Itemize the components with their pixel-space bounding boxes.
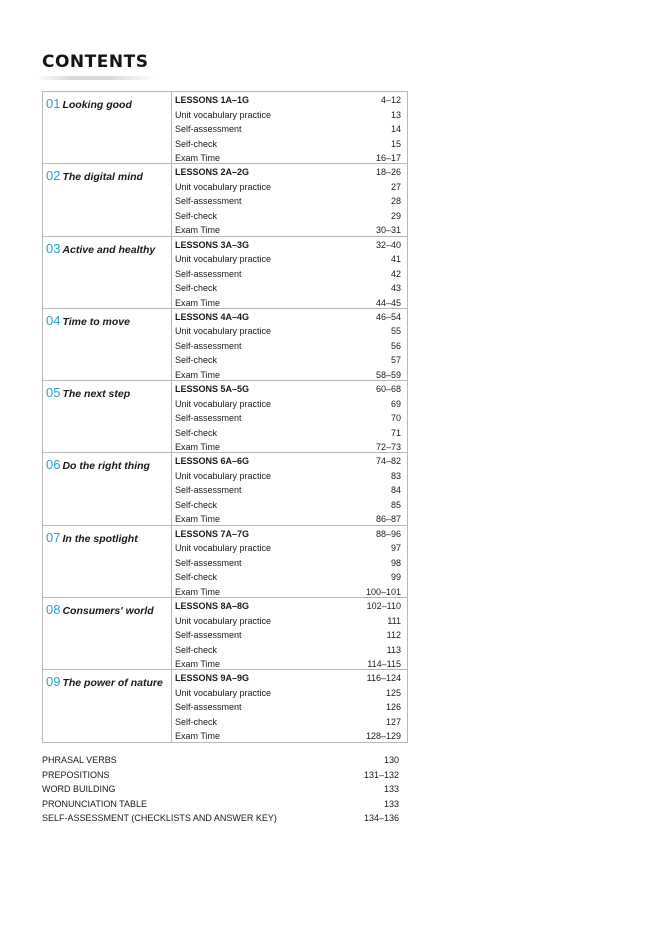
entry-pages: 102–110: [366, 601, 401, 612]
entry-pages: 55: [390, 326, 401, 337]
unit-header: [43, 381, 172, 452]
entry-label: Self-check: [175, 355, 218, 366]
vocab-line: [175, 397, 401, 412]
entry-label: Unit vocabulary practice: [175, 687, 272, 698]
entry-label: Self-check: [175, 572, 218, 583]
entry-label: Exam Time: [175, 442, 221, 453]
unit-number: 05: [46, 385, 61, 401]
unit-header: [43, 598, 172, 669]
entry-label: Exam Time: [175, 153, 221, 163]
entry-label: Unit vocabulary practice: [175, 326, 272, 337]
unit-title: In the spotlight: [62, 532, 138, 545]
unit-row: [43, 526, 407, 598]
entry-label: Self-assessment: [175, 268, 242, 279]
entry-label: Self-assessment: [175, 340, 242, 351]
entry-label: Unit vocabulary practice: [175, 398, 272, 409]
entry-label: Unit vocabulary practice: [175, 181, 272, 192]
unit-header: [43, 237, 172, 308]
contents-table: [42, 91, 408, 743]
self-assessment-line: [175, 483, 401, 498]
unit-title: The next step: [62, 388, 131, 401]
extra-item: [42, 811, 399, 826]
unit-title: Looking good: [62, 99, 132, 111]
entry-pages: 28: [390, 196, 401, 207]
entry-label: Exam Time: [175, 659, 221, 670]
entry-pages: 111: [387, 615, 401, 626]
unit-header: [43, 164, 172, 235]
vocab-line: [175, 180, 401, 195]
entry-label: Unit vocabulary practice: [175, 543, 272, 554]
unit-entries: [172, 526, 407, 597]
lessons-line: [175, 671, 401, 686]
entry-pages: 128–129: [365, 731, 401, 742]
vocab-line: [175, 469, 401, 484]
entry-label: Self-assessment: [175, 485, 242, 496]
entry-label: Self-check: [175, 427, 218, 438]
entry-pages: 42: [390, 268, 401, 279]
entry-label: Unit vocabulary practice: [175, 615, 272, 626]
entry-label: Self-assessment: [175, 413, 242, 424]
entry-pages: 58–59: [375, 369, 401, 380]
entry-label: Unit vocabulary practice: [175, 109, 272, 120]
entry-pages: 98: [390, 557, 401, 568]
entry-pages: 99: [390, 572, 401, 583]
entry-pages: 88–96: [375, 528, 401, 539]
entry-label: Self-check: [175, 210, 218, 221]
entry-label: Self-check: [175, 283, 218, 294]
self-check-line: [175, 570, 401, 585]
extra-label: PRONUNCIATION TABLE: [42, 798, 148, 809]
unit-header: [43, 453, 172, 524]
unit-number: 01: [46, 96, 61, 111]
extra-pages: 134–136: [363, 813, 399, 823]
entry-label: LESSONS 9A–9G: [175, 673, 250, 684]
entry-label: LESSONS 5A–5G: [175, 384, 250, 395]
unit-row: [43, 598, 407, 670]
entry-pages: 60–68: [375, 384, 401, 395]
unit-entries: [172, 309, 407, 380]
extra-label: PHRASAL VERBS: [42, 755, 117, 765]
self-check-line: [175, 209, 401, 224]
entry-pages: 83: [390, 470, 401, 481]
vocab-line: [175, 686, 401, 701]
entry-pages: 43: [390, 283, 401, 294]
entry-label: Exam Time: [175, 297, 221, 308]
self-check-line: [175, 426, 401, 441]
extra-label: PREPOSITIONS: [42, 769, 110, 780]
entry-pages: 112: [386, 630, 401, 641]
unit-row: [43, 237, 407, 309]
unit-entries: [172, 92, 407, 163]
lessons-line: [175, 382, 401, 397]
entry-pages: 13: [390, 109, 401, 120]
extra-pages: 131–132: [363, 769, 399, 780]
entry-pages: 14: [390, 124, 401, 134]
entry-label: LESSONS 3A–3G: [175, 239, 250, 250]
unit-entries: [172, 670, 407, 741]
entry-pages: 116–124: [366, 673, 401, 684]
entry-pages: 27: [390, 181, 401, 192]
unit-row: [43, 670, 407, 742]
entry-label: LESSONS 1A–1G: [175, 95, 250, 105]
entry-pages: 18–26: [375, 167, 401, 178]
entry-pages: 113: [386, 644, 401, 655]
vocab-line: [175, 541, 401, 556]
entry-pages: 57: [390, 355, 401, 366]
entry-label: Self-assessment: [175, 702, 242, 713]
unit-number: 06: [46, 457, 61, 473]
unit-header: [43, 309, 172, 380]
entry-pages: 32–40: [375, 239, 401, 250]
entry-label: Exam Time: [175, 225, 221, 236]
entry-label: LESSONS 8A–8G: [175, 601, 250, 612]
unit-row: [43, 309, 407, 381]
entry-label: LESSONS 7A–7G: [175, 528, 250, 539]
self-check-line: [175, 353, 401, 368]
self-assessment-line: [175, 411, 401, 426]
entry-label: Exam Time: [175, 586, 221, 597]
extras-list: [42, 753, 399, 826]
entry-pages: 100–101: [365, 586, 401, 597]
unit-entries: [172, 453, 407, 524]
lessons-line: [175, 238, 401, 253]
entry-label: Self-check: [175, 499, 218, 510]
vocab-line: [175, 614, 401, 629]
self-check-line: [175, 643, 401, 658]
self-assessment-line: [175, 628, 401, 643]
exam-time-line: [175, 729, 401, 744]
unit-entries: [172, 164, 407, 235]
extra-label: SELF-ASSESSMENT (CHECKLISTS AND ANSWER KEY): [42, 813, 277, 823]
entry-label: LESSONS 2A–2G: [175, 167, 250, 178]
entry-label: Self-check: [175, 644, 218, 655]
self-check-line: [175, 498, 401, 513]
entry-label: Self-assessment: [175, 630, 242, 641]
unit-number: 03: [46, 240, 61, 256]
extra-pages: 133: [383, 784, 399, 794]
entry-pages: 30–31: [375, 225, 401, 236]
unit-row: [43, 453, 407, 525]
entry-pages: 46–54: [375, 311, 401, 322]
unit-number: 09: [46, 674, 61, 690]
lessons-line: [175, 599, 401, 614]
self-assessment-line: [175, 194, 401, 209]
lessons-line: [175, 93, 401, 108]
entry-label: Exam Time: [175, 369, 221, 380]
unit-title: Time to move: [62, 315, 130, 328]
entry-label: Unit vocabulary practice: [175, 254, 272, 265]
entry-label: Self-check: [175, 138, 218, 149]
unit-number: 08: [46, 602, 61, 618]
entry-label: Self-assessment: [175, 196, 242, 207]
unit-row: [43, 381, 407, 453]
entry-label: LESSONS 4A–4G: [175, 311, 250, 322]
title-underline: [36, 76, 156, 80]
self-assessment-line: [175, 122, 401, 137]
self-assessment-line: [175, 700, 401, 715]
vocab-line: [175, 108, 401, 123]
extra-pages: 130: [383, 755, 399, 765]
self-assessment-line: [175, 267, 401, 282]
entry-pages: 74–82: [375, 456, 401, 467]
entry-pages: 41: [390, 254, 401, 265]
entry-pages: 71: [390, 427, 401, 438]
entry-pages: 126: [385, 702, 401, 713]
entry-label: Exam Time: [175, 514, 221, 525]
unit-title: The digital mind: [62, 171, 143, 184]
entry-pages: 86–87: [375, 514, 401, 525]
lessons-line: [175, 165, 401, 180]
extra-item: [42, 782, 399, 797]
entry-pages: 16–17: [375, 153, 401, 163]
vocab-line: [175, 252, 401, 267]
self-check-line: [175, 281, 401, 296]
unit-header: [43, 670, 172, 741]
entry-pages: 15: [390, 138, 401, 149]
extra-pages: 133: [383, 798, 399, 809]
entry-label: LESSONS 6A–6G: [175, 456, 250, 467]
entry-label: Self-assessment: [175, 124, 242, 134]
entry-pages: 84: [390, 485, 401, 496]
entry-pages: 56: [390, 340, 401, 351]
unit-entries: [172, 598, 407, 669]
unit-title: Active and healthy: [62, 243, 156, 256]
extra-item: [42, 797, 399, 812]
entry-pages: 70: [390, 413, 401, 424]
entry-pages: 127: [385, 716, 401, 727]
entry-pages: 69: [390, 398, 401, 409]
entry-label: Unit vocabulary practice: [175, 470, 272, 481]
vocab-line: [175, 324, 401, 339]
unit-title: Consumers' world: [62, 605, 154, 618]
unit-header: [43, 92, 172, 163]
extra-item: [42, 768, 399, 783]
self-check-line: [175, 715, 401, 730]
entry-pages: 97: [390, 543, 401, 554]
unit-entries: [172, 381, 407, 452]
unit-title: Do the right thing: [62, 460, 150, 473]
unit-title: The power of nature: [62, 677, 163, 690]
page-title: CONTENTS: [42, 52, 149, 72]
lessons-line: [175, 454, 401, 469]
unit-row: [43, 164, 407, 236]
unit-entries: [172, 237, 407, 308]
self-assessment-line: [175, 339, 401, 354]
unit-number: 02: [46, 168, 61, 184]
entry-pages: 44–45: [375, 297, 401, 308]
self-assessment-line: [175, 556, 401, 571]
unit-row: [43, 92, 407, 164]
entry-label: Self-assessment: [175, 557, 242, 568]
lessons-line: [175, 527, 401, 542]
extra-label: WORD BUILDING: [42, 784, 116, 794]
lessons-line: [175, 310, 401, 325]
extra-item: [42, 753, 399, 768]
unit-header: [43, 526, 172, 597]
entry-pages: 29: [390, 210, 401, 221]
unit-number: 04: [46, 312, 61, 328]
entry-pages: 4–12: [380, 95, 401, 105]
self-check-line: [175, 137, 401, 152]
entry-pages: 125: [385, 687, 401, 698]
entry-label: Self-check: [175, 716, 218, 727]
entry-pages: 85: [390, 499, 401, 510]
entry-label: Exam Time: [175, 731, 221, 742]
entry-pages: 114–115: [367, 659, 401, 670]
entry-pages: 72–73: [375, 442, 401, 453]
unit-number: 07: [46, 529, 61, 545]
